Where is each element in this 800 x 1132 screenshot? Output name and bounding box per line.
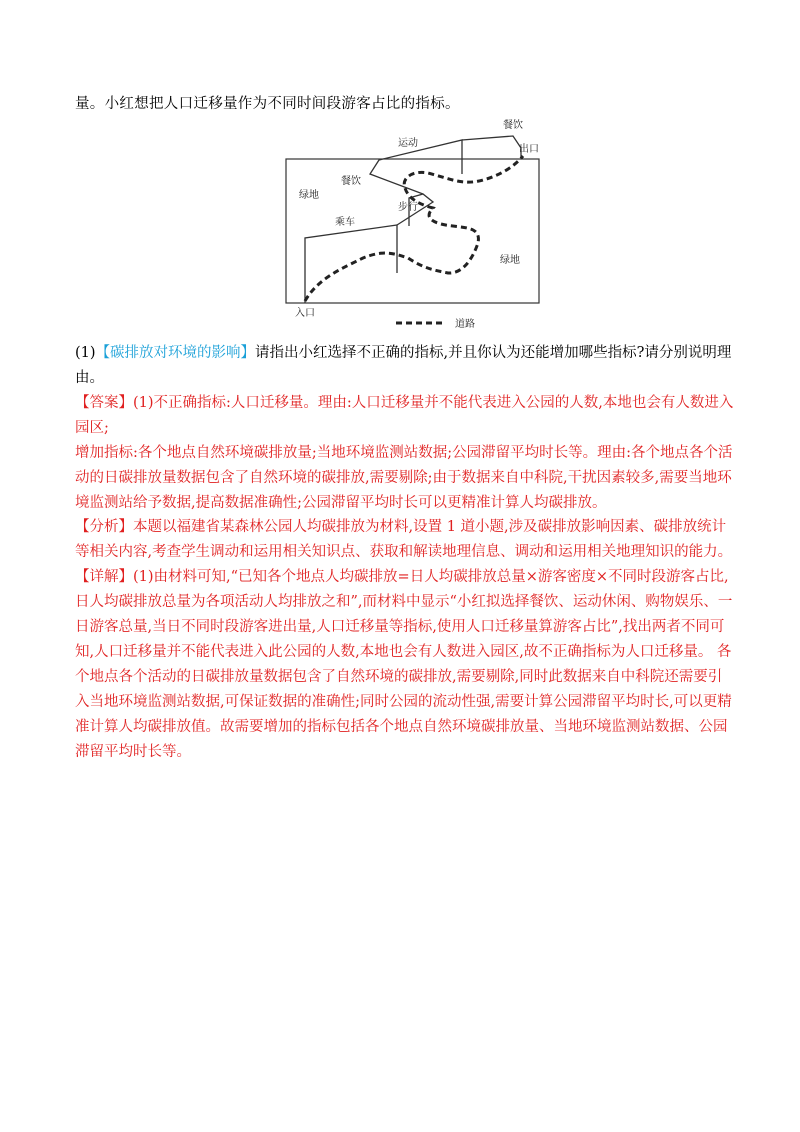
label-exit: 出口 <box>519 144 539 155</box>
legend-road-label: 道路 <box>455 319 475 330</box>
park-boundary <box>286 159 539 303</box>
question-topic: 【碳排放对环境的影响】 <box>95 345 256 361</box>
question-number: (1) <box>75 345 96 361</box>
park-map-figure <box>283 118 553 336</box>
park-map <box>283 118 553 336</box>
label-greenland-left: 绿地 <box>299 190 319 201</box>
label-greenland-right: 绿地 <box>500 255 520 266</box>
answer-tag: 【答案】 <box>75 395 133 411</box>
label-dining-mid: 餐饮 <box>341 176 361 187</box>
label-entrance: 入口 <box>295 308 315 319</box>
answer-section <box>75 391 735 516</box>
answer-text-1: (1)不正确指标:人口迁移量。理由:人口迁移量并不能代表进入公园的人数,本地也会有人数进入园区; <box>75 395 734 436</box>
detail-tag: 【详解】 <box>75 569 133 585</box>
analysis-text: 本题以福建省某森林公园人均碳排放为材料,设置 1 道小题,涉及碳排放影响因素、碳排放统计等相关内容,考查学生调动和运用相关知识点、获取和解读地理信息、调动和运用相关地理知识的能力。 <box>75 519 733 560</box>
detail-text: (1)由材料可知,“已知各个地点人均碳排放=日人均碳排放总量×游客密度×不同时段游客占比,日人均碳排放总量为各项活动人均排放之和”,而材料中显示“小红拟选择餐饮、运动休闲、购物娱乐、一日游客总量,当日不同时段游客进出量,人口迁移量等指标,使用人口迁移量算游客占比”,找出两者不同可知,人口迁移量并不能代表进入此公园的人数,本地也会有人数进入园区,故不正确指标为人口迁移量。 各个地点各个活动的日碳排放量数据包含了自然环境的碳排放,需要剔除,同时此数据来自中科院还需要引入当地环境监测站数据,可保证数据的准确性;同时公园的流动性强,需要计算公园滞留平均时长,可以更精准计算人均碳排放值。故需要增加的指标包括各个地点自然环境碳排放量、当地环境监测站数据、公园滞留平均时长等。 <box>75 569 733 760</box>
label-dining-top: 餐饮 <box>503 120 523 131</box>
label-walk: 步行 <box>398 202 418 213</box>
answer-text-2: 增加指标:各个地点自然环境碳排放量;当地环境监测站数据;公园滞留平均时长等。理由:各个地点各个活动的日碳排放量数据包含了自然环境的碳排放,需要剔除;由于数据来自中科院,干扰因素较多,需要当地环境监测站给予数据,提高数据准确性;公园滞留平均时长可以更精准计算人均碳排放。 <box>75 445 733 511</box>
ride-route <box>305 225 397 303</box>
label-ride: 乘车 <box>335 217 355 228</box>
question-1 <box>75 341 735 391</box>
dining-route <box>462 136 521 158</box>
analysis-section <box>75 515 735 565</box>
intro-text: 量。小红想把人口迁移量作为不同时间段游客占比的指标。 <box>75 96 460 112</box>
analysis-tag: 【分析】 <box>75 519 133 535</box>
detail-section <box>75 565 735 765</box>
question-text: 请指出小红选择不正确的指标,并且你认为还能增加哪些指标?请分别说明理由。 <box>75 345 732 386</box>
road-path <box>305 156 523 301</box>
label-sport: 运动 <box>398 138 418 149</box>
